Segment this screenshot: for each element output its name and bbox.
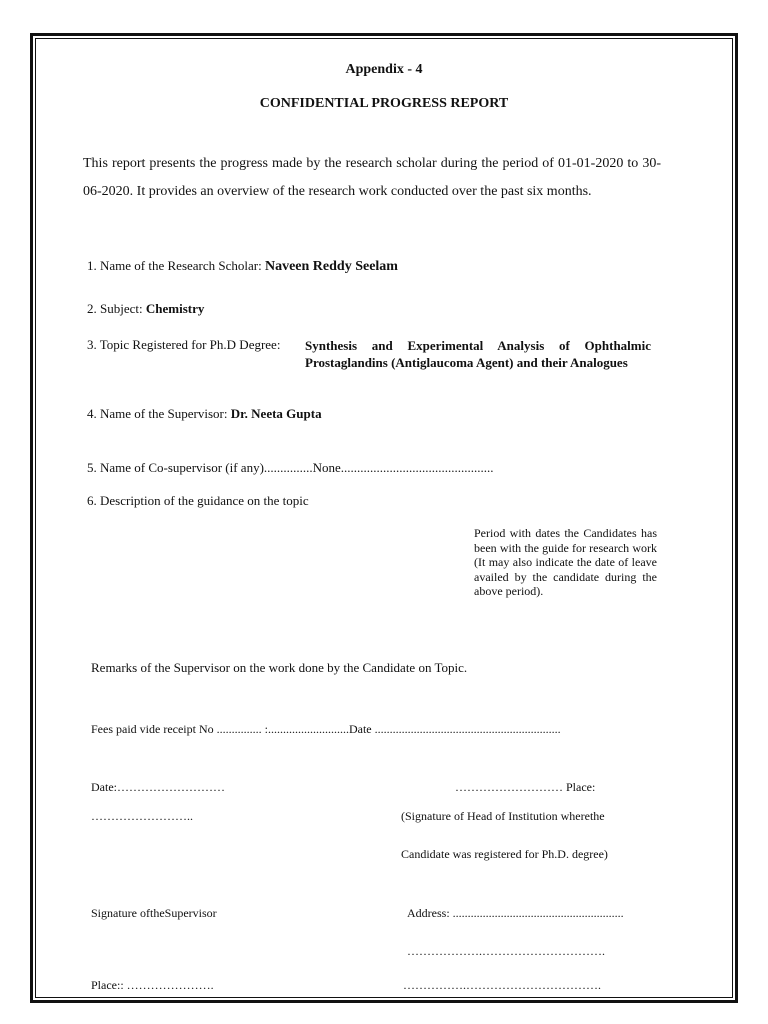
appendix-heading: Appendix - 4 [345,62,423,77]
report-title: CONFIDENTIAL PROGRESS REPORT [259,96,509,111]
place-field-top: ……………………… Place: [455,780,596,794]
date-field: Date:……………………… [91,780,225,794]
period-note: Period with dates the Candidates has been with the guide for research work (It may also indicate the date of leave availed by the candidate during the above period). [474,526,657,598]
fees-receipt-line: Fees paid vide receipt No ............... :...........................Date .............................................................. [91,722,561,736]
guidance-description-label: 6. Description of the guidance on the topic [87,493,309,508]
scholar-name-label: 1. Name of the Research Scholar: [87,258,265,273]
scholar-name-row [87,258,398,275]
supervisor-signature-label: Signature oftheSupervisor [91,906,217,920]
subject-row [87,301,204,317]
cosupervisor-row: 5. Name of Co-supervisor (if any)...............None............................................... [87,460,494,475]
supervisor-remarks-label: Remarks of the Supervisor on the work done by the Candidate on Topic. [91,660,468,675]
supervisor-row [87,406,322,422]
supervisor-label: 4. Name of the Supervisor: [87,406,231,421]
topic-value: Synthesis and Experimental Analysis of Ophthalmic Prostaglandins (Antiglaucoma Agent) and their Analogues [305,338,651,370]
scholar-name-value: Naveen Reddy Seelam [264,259,398,274]
dots-line-left: …………………….. [91,809,193,823]
place-field-bottom: Place:: …………………. [91,978,214,992]
address-field: Address: ......................................................... [407,906,624,920]
address-line-3: …………….……………………………. [403,978,601,992]
subject-value: Chemistry [145,301,205,316]
supervisor-value: Dr. Neeta Gupta [230,406,322,421]
subject-label: 2. Subject: [87,301,146,316]
topic-label: 3. Topic Registered for Ph.D Degree: [87,337,281,352]
intro-paragraph: This report presents the progress made by the research scholar during the period of 01-01-2020 to 30-06-2020. It provides an overview of the research work conducted over the past six months. [83,156,661,199]
address-line-2: ……………….…………………………. [407,944,605,958]
head-signature-line2: Candidate was registered for Ph.D. degree) [401,847,608,861]
head-signature-line1: (Signature of Head of Institution wherethe [401,809,605,823]
